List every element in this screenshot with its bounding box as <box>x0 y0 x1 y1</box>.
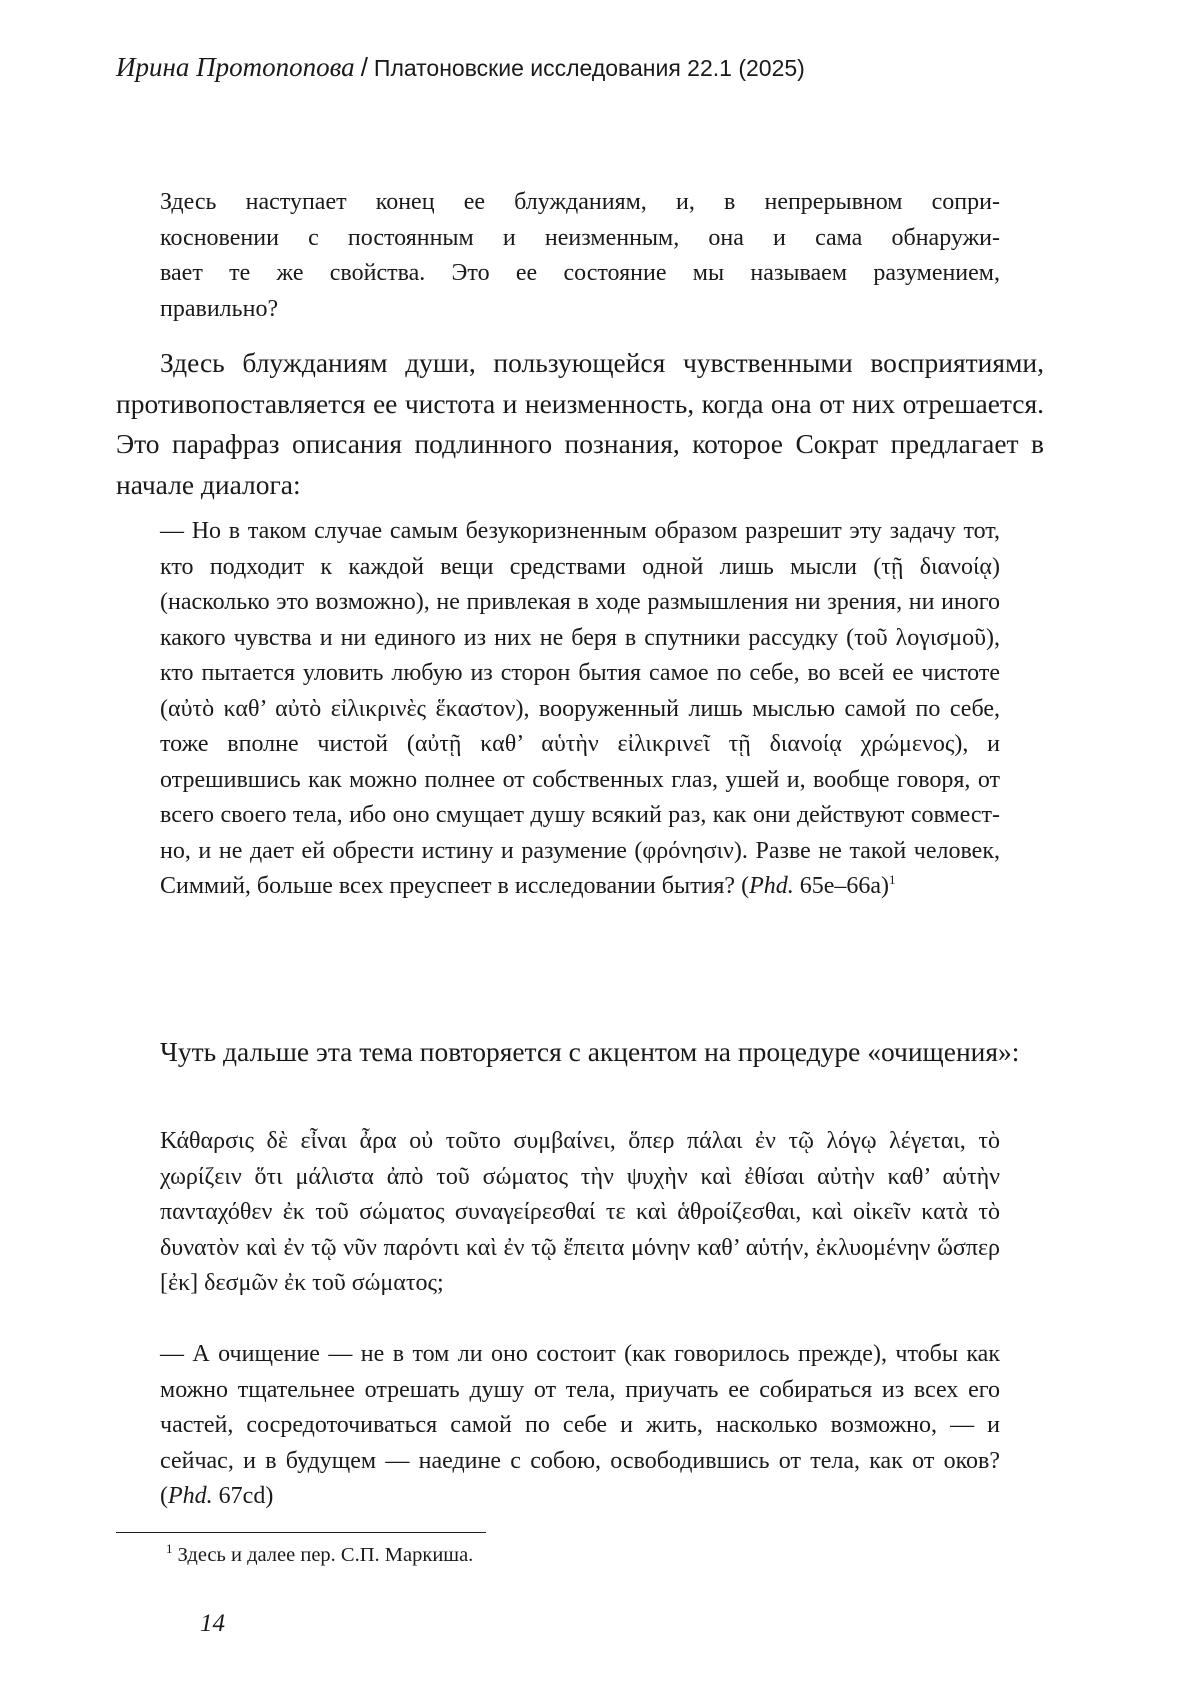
quote-2-citation-location: 65e–66a) <box>793 873 890 899</box>
footnote-reference[interactable]: 1 <box>889 872 896 887</box>
block-quote-2 <box>160 514 1000 905</box>
footnote-divider <box>116 1532 486 1533</box>
quote-2-text: — Но в таком случае самым безукоризненным образом разрешит эту задачу тот, кто подходит к каждой вещи средствами одной лишь мысли (τῇ διανοίᾳ) (насколько это возможно), не привлекая в ходе размышления ни зрения, ни иного какого чувства и ни единого из них не беря в спутники рассудку (τοῦ λογισμοῦ), кто пытается уловить любую из сторон бытия самое по себе, во всей ее чистоте (αὐτὸ καθ’ αὐτὸ εἰλικρινὲς ἕκαστον), вооруженный лишь мыслью самой по себе, тоже вполне чистой (αὐτῇ καθ’ αὑτὴν εἰλικρινεῖ τῇ διανοίᾳ χρώμενος), и отрешившись как можно полнее от собственных глаз, ушей и, вообще говоря, от всего своего тела, ибо оно смущает душу всякий раз, как они действуют совместно, и не дает ей обрести истину и разумение (φρόνησιν). Разве не такой человек, Симмий, больше всех преуспеет в исследовании бытия? ( <box>160 518 1000 899</box>
body-paragraph-2 <box>116 1032 1044 1073</box>
greek-quote-text: Κάθαρσις δὲ εἶναι ἆρα οὐ τοῦτο συμβαίνει, ὅπερ πάλαι ἐν τῷ λόγῳ λέγεται, τὸ χωρίζειν ὅτι μάλιστα ἀπὸ τοῦ σώματος τὴν ψυχὴν καὶ ἐθίσαι αὐτὴν καθ’ αὑτὴν πανταχόθεν ἐκ τοῦ σώματος συναγείρεσθαί τε καὶ ἁθροίζεσθαι, καὶ οἰκεῖν κατὰ τὸ δυνατὸν καὶ ἐν τῷ νῦν παρόντι καὶ ἐν τῷ ἔπειτα μόνην καθ’ αὑτήν, ἐκλυομένην ὥσπερ [ἐκ] δεσμῶν ἐκ τοῦ σώματος; <box>160 1128 1000 1296</box>
page-number: 14 <box>200 1610 225 1637</box>
header-separator: / <box>360 52 368 82</box>
footnote-mark: 1 <box>166 1541 173 1557</box>
footnote <box>166 1541 473 1569</box>
quote-1-line: косновении с постоянным и неизменным, она и сама обнаружи- <box>160 224 1000 251</box>
quote-1-line: вает те же свойства. Это ее состояние мы называем разумением, <box>160 260 1000 286</box>
block-quote-3 <box>160 1337 1000 1515</box>
body-paragraph-1 <box>116 343 1044 505</box>
quote-3-text: — А очищение — не в том ли оно состоит (как говорилось прежде), чтобы как можно тщательнее отрешать душу от тела, приучать ее собираться из всех его частей, сосредоточиваться самой по себе и жить, насколько возможно, — и сейчас, и в будущем — наедине с собою, освободившись от тела, как от оков? ( <box>160 1341 1000 1509</box>
greek-quote <box>160 1124 1000 1302</box>
quote-1-line: Здесь наступает конец ее блужданиям, и, в непрерывном сопри- <box>160 189 1000 215</box>
quote-3-citation-work: Phd. <box>168 1483 213 1509</box>
header-author: Ирина Протопопова <box>116 52 355 82</box>
quote-2-citation-work: Phd. <box>749 873 794 899</box>
quote-1-line: правильно? <box>160 295 279 322</box>
quote-3-citation-location: 67cd) <box>212 1483 274 1509</box>
header-journal-title: Платоновские исследования 22.1 (2025) <box>373 55 805 81</box>
running-header <box>116 52 805 83</box>
paragraph-2-text: Чуть дальше эта тема повторяется с акцентом на процедуре «очищения»: <box>160 1036 1020 1067</box>
block-quote-1 <box>160 185 1000 327</box>
footnote-text: Здесь и далее пер. С.П. Маркиша. <box>172 1544 474 1566</box>
paragraph-1-text: Здесь блужданиям души, пользующейся чувственными восприятиями, противопоставляется ее чистота и неизменность, когда она от них отрешается. Это парафраз описания подлинного познания, которое Сократ предлагает в начале диалога: <box>116 347 1044 500</box>
